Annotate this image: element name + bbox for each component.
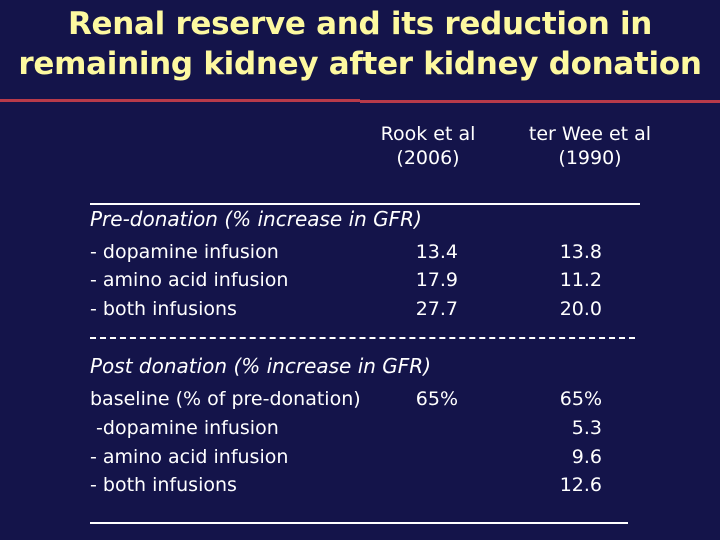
column-rook-year: (2006)	[396, 147, 460, 169]
post-row-terwee-value: 9.6	[571, 446, 602, 468]
pre-row-label: - both infusions	[90, 298, 237, 320]
post-row-terwee-value: 12.6	[559, 474, 602, 496]
post-baseline-label: baseline (% of pre-donation)	[90, 388, 361, 410]
section-divider	[90, 337, 635, 339]
column-terwee-name: ter Wee et al	[528, 123, 652, 145]
post-baseline-rook-value: 65%	[415, 388, 458, 410]
pre-donation-heading: Pre-donation (% increase in GFR)	[90, 207, 422, 231]
title-divider-left	[0, 99, 360, 102]
post-baseline-terwee-value: 65%	[559, 388, 602, 410]
pre-row-terwee-value: 11.2	[559, 269, 602, 291]
post-row-label: - both infusions	[90, 474, 237, 496]
post-donation-heading: Post donation (% increase in GFR)	[90, 354, 431, 378]
column-header-rook	[368, 122, 488, 170]
title-divider	[0, 99, 720, 103]
pre-row-rook-value: 27.7	[415, 298, 458, 320]
pre-row-rook-value: 13.4	[415, 241, 458, 263]
column-terwee-year: (1990)	[558, 147, 622, 169]
column-header-terwee	[510, 122, 670, 170]
slide-title	[0, 4, 720, 84]
pre-row-label: - amino acid infusion	[90, 269, 289, 291]
header-rule	[90, 203, 640, 205]
title-line-1: Renal reserve and its reduction in	[67, 6, 653, 42]
post-row-terwee-value: 5.3	[571, 417, 602, 439]
bottom-rule	[90, 522, 628, 524]
post-row-label: - amino acid infusion	[90, 446, 289, 468]
pre-row-rook-value: 17.9	[415, 269, 458, 291]
pre-row-label: - dopamine infusion	[90, 241, 279, 263]
pre-row-terwee-value: 20.0	[559, 298, 602, 320]
pre-row-terwee-value: 13.8	[559, 241, 602, 263]
title-divider-right	[360, 100, 720, 103]
column-rook-name: Rook et al	[380, 123, 476, 145]
post-row-label: -dopamine infusion	[90, 417, 279, 439]
title-line-2: remaining kidney after kidney donation	[18, 46, 702, 82]
